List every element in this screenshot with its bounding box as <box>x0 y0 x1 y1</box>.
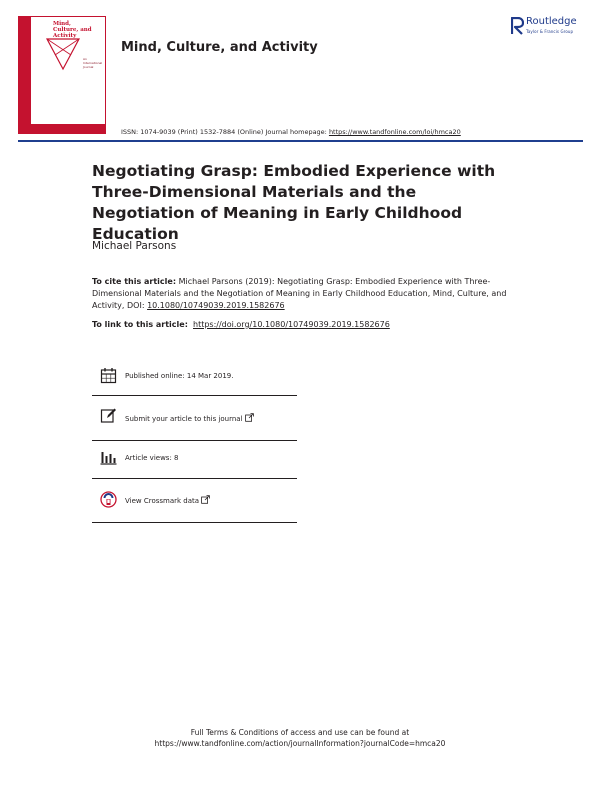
issn-line: ISSN: 1074-9039 (Print) 1532-7884 (Online) Journal homepage: https://www.tandfonline.com/loi/hmca20 <box>121 128 461 136</box>
crossmark-icon <box>100 491 117 508</box>
info-divider <box>92 478 297 479</box>
footer-terms-link[interactable]: https://www.tandfonline.com/action/journalInformation?journalCode=hmca20 <box>154 739 446 748</box>
routledge-logo-icon <box>511 17 524 35</box>
calendar-icon <box>100 367 117 384</box>
header-divider <box>18 140 583 142</box>
article-link-label: To link to this article: <box>92 320 188 329</box>
journal-title: Mind, Culture, and Activity <box>121 40 318 55</box>
footer-terms <box>0 727 600 749</box>
article-author: Michael Parsons <box>92 240 177 252</box>
bar-chart-icon <box>100 449 117 466</box>
article-views: Article views: 8 <box>125 454 179 462</box>
article-link-block <box>92 320 510 329</box>
info-divider <box>92 395 297 396</box>
article-title: Negotiating Grasp: Embodied Experience with Three-Dimensional Materials and the Negotiation of Meaning in Early Childhood Education <box>92 162 496 243</box>
cover-bottom-bar <box>19 124 105 133</box>
doi-link[interactable]: 10.1080/10749039.2019.1582676 <box>147 301 285 310</box>
publisher-name: Routledge <box>526 16 577 27</box>
citation-label: To cite this article: <box>92 277 177 286</box>
footer-line1: Full Terms & Conditions of access and use can be found at <box>190 728 410 737</box>
cover-stripe <box>19 17 31 133</box>
citation-block <box>92 276 510 312</box>
cover-triangle-graphic <box>43 35 83 75</box>
cover-subtitle: An International Journal <box>83 57 103 69</box>
submit-article-link[interactable]: Submit your article to this journal <box>125 413 254 423</box>
cover-title: Mind, Culture, and Activity <box>53 21 92 39</box>
journal-homepage-link[interactable]: https://www.tandfonline.com/loi/hmca20 <box>328 128 461 136</box>
info-divider <box>92 522 297 523</box>
published-date: Published online: 14 Mar 2019. <box>125 372 234 380</box>
journal-cover-image <box>18 16 106 134</box>
article-link[interactable]: https://doi.org/10.1080/10749039.2019.1582676 <box>193 320 390 329</box>
publisher-tagline: Taylor & Francis Group <box>526 29 574 34</box>
citation-text: Michael Parsons (2019): Negotiating Grasp: Embodied Experience with Three-Dimensional Materials and the Negotiation of Meaning in Early Childhood Education, Mind, Culture, and Activity, DOI: <box>92 277 507 310</box>
external-link-icon <box>245 413 254 422</box>
edit-icon <box>100 407 117 424</box>
external-link-icon <box>201 495 210 504</box>
info-divider <box>92 440 297 441</box>
crossmark-link[interactable]: View Crossmark data <box>125 495 210 505</box>
